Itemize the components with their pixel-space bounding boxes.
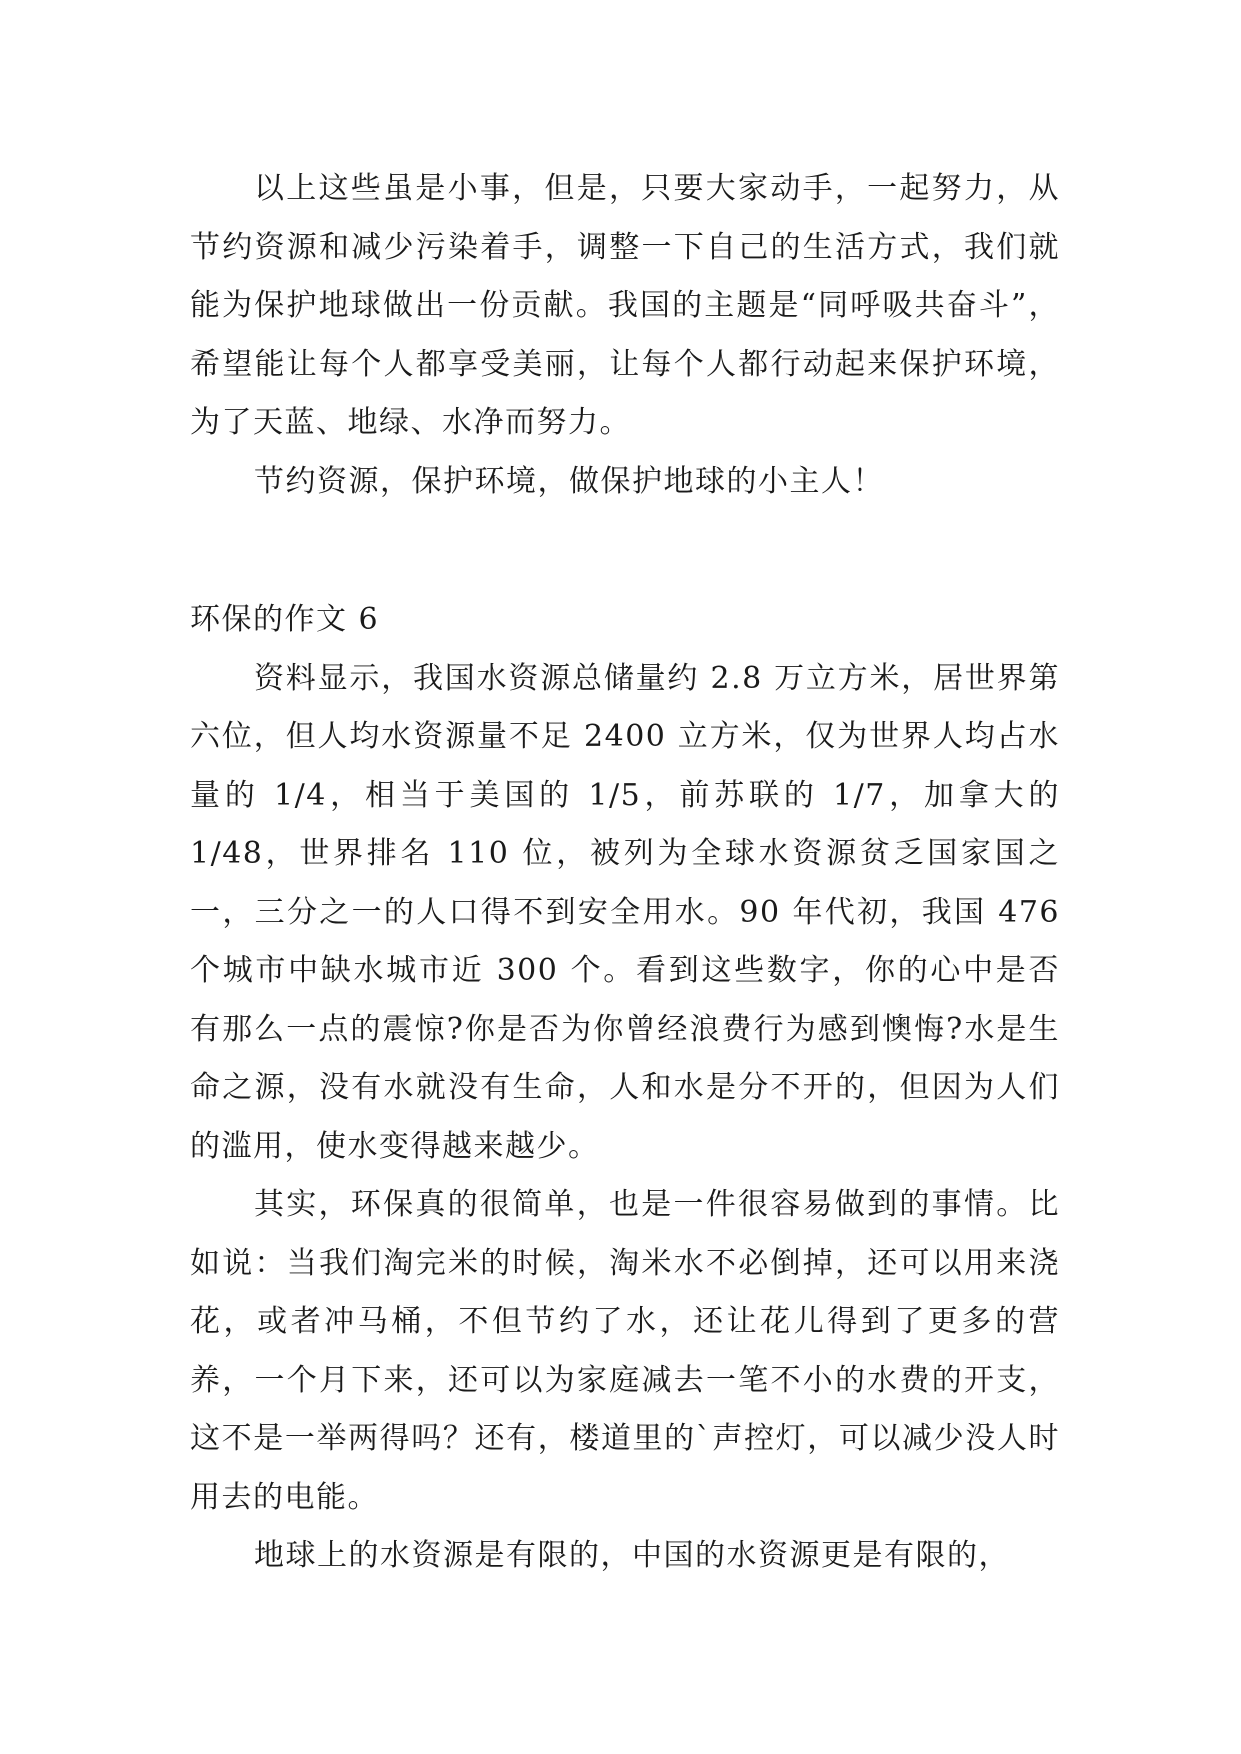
paragraph-water-statistics: 资料显示，我国水资源总储量约 2.8 万立方米，居世界第六位，但人均水资源量不足 2400 立方米，仅为世界人均占水量的 1/4，相当于美国的 1/5，前苏联的 1/7，加拿大的 1/48，世界排名 110 位，被列为全球水资源贫乏国家国之一，三分之一的人口得不到安全用水。90 年代初，我国 476 个城市中缺水城市近 300 个。看到这些数字，你的心中是否有那么一点的震惊?你是否为你曾经浪费行为感到懊悔?水是生命之源，没有水就没有生命，人和水是分不开的，但因为人们的滥用，使水变得越来越少。 — [190, 660, 1060, 1164]
paragraph-conclusion: 以上这些虽是小事，但是，只要大家动手，一起努力，从节约资源和减少污染着手，调整一下自己的生活方式，我们就能为保护地球做出一份贡献。我国的主题是“同呼吸共奋斗”，希望能让每个人都享受美丽，让每个人都行动起来保护环境，为了天蓝、地绿、水净而努力。 — [190, 171, 1060, 440]
section-spacer — [190, 511, 1060, 591]
paragraph-limited-water: 地球上的水资源是有限的，中国的水资源更是有限的， — [254, 1538, 1010, 1573]
paragraph-simple-actions: 其实，环保真的很简单，也是一件很容易做到的事情。比如说：当我们淘完米的时候，淘米水不必倒掉，还可以用来浇花，或者冲马桶，不但节约了水，还让花儿得到了更多的营养，一个月下来，还可以为家庭减去一笔不小的水费的开支，这不是一举两得吗？还有，楼道里的`声控灯，可以减少没人时用去的电能。 — [190, 1187, 1060, 1515]
section-heading: 环保的作文 6 — [190, 602, 380, 637]
document-body — [190, 160, 1060, 1586]
paragraph-slogan: 节约资源，保护环境，做保护地球的小主人！ — [254, 463, 884, 499]
